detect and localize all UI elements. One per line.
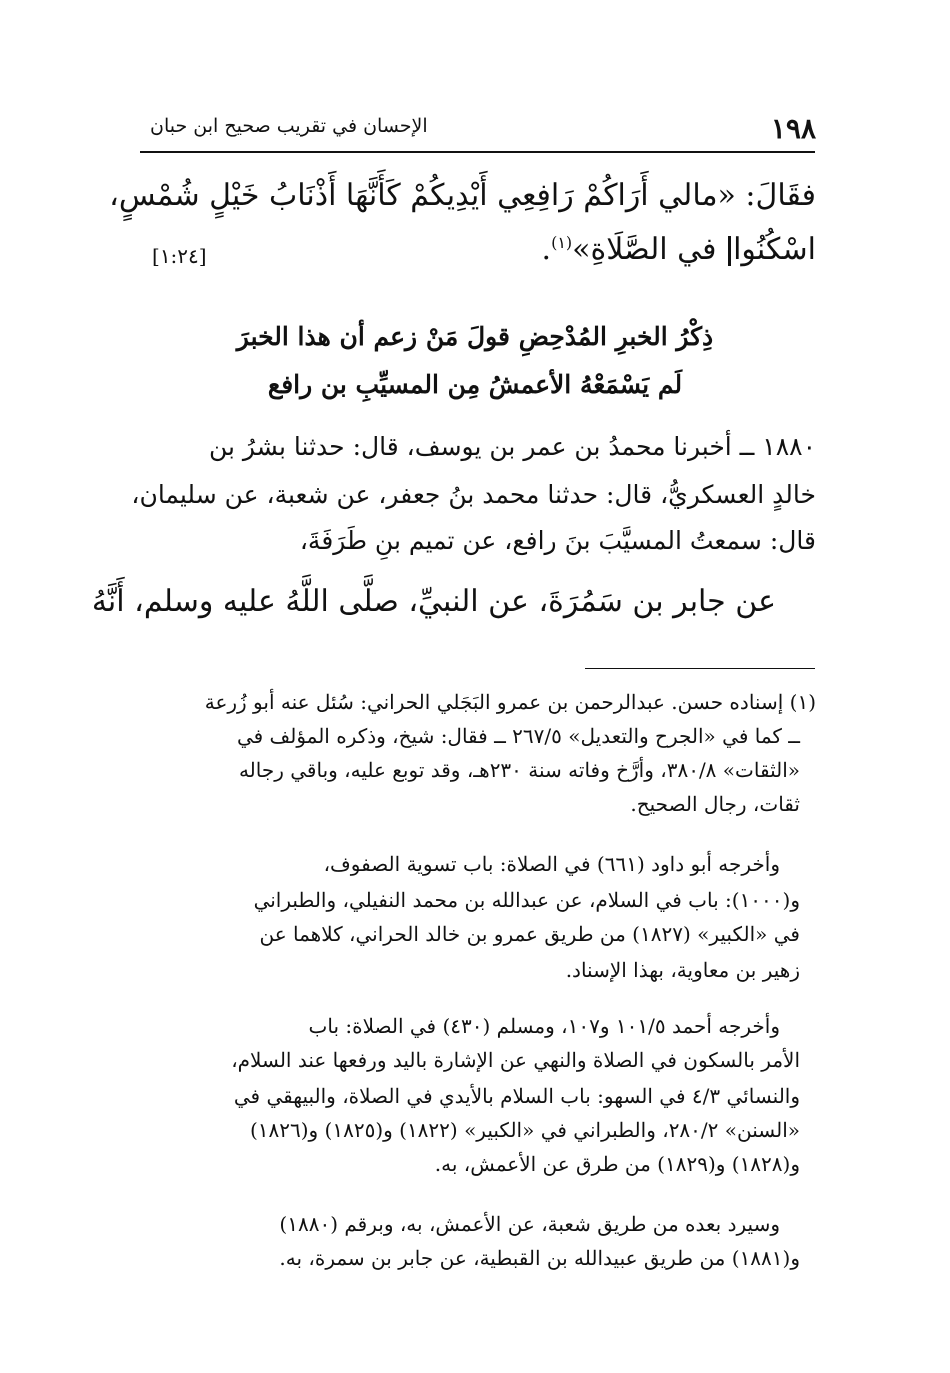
header-divider [140, 151, 815, 153]
hadith-line-3: قال: سمعتُ المسيَّبَ بنَ رافع، عن تميم بنِ طَرَفَةَ، [299, 526, 816, 555]
body-line-2-end: . [541, 232, 552, 267]
footnote-2-line-3: في «الكبير» (١٨٢٧) من طريق عمرو بن خالد الحراني، كلاهما عن [259, 922, 800, 946]
footnote-3-line-5: و(١٨٢٨) و(١٨٢٩) من طرق عن الأعمش، به. [434, 1152, 800, 1176]
reference-tag: [١:٢٤] [152, 244, 207, 268]
footnote-3-line-4: «السنن» ٢٨٠/٢، والطبراني في «الكبير» (١٨٢٢) و(١٨٢٥) و(١٨٢٦) [249, 1118, 800, 1142]
footnote-2-line-4: زهير بن معاوية، بهذا الإسناد. [565, 958, 800, 982]
hadith-line-1: ١٨٨٠ ــ أخبرنا محمدُ بن عمر بن يوسف، قال: حدثنا بشرُ بن [208, 432, 816, 461]
footnote-1-line-4: ثقات، رجال الصحيح. [630, 792, 800, 816]
hadith-line-4: عن جابر بن سَمُرَةَ، عن النبيِّ، صلَّى اللَّهُ عليه وسلم، أَنَّهُ [91, 584, 776, 619]
body-line-1: فقَالَ: «مالي أَرَاكُمْ رَافِعِي أَيْدِيكُمْ كَأَنَّهَا أَذْنَابُ خَيْلٍ شُمْسٍ، [109, 178, 816, 213]
footnote-1-line-1: (١) إسناده حسن. عبدالرحمن بن عمرو البَجَلي الحراني: سُئل عنه أبو زُرعة [204, 690, 816, 714]
body-line-2 [542, 232, 816, 267]
footnote-3-line-3: والنسائي ٤/٣ في السهو: باب السلام بالأيدي في الصلاة، والبيهقي في [233, 1084, 800, 1108]
footnote-2-line-1: وأخرجه أبو داود (٦٦١) في الصلاة: باب تسوية الصفوف، [323, 852, 780, 876]
hadith-line-2: خالدٍ العسكريُّ، قال: حدثنا محمد بنُ جعفر، عن شعبة، عن سليمان، [131, 480, 816, 509]
tatweel-mark [728, 236, 731, 266]
section-heading-line-1: ذِكْرُ الخبرِ المُدْحِضِ قولَ مَنْ زعم أن هذا الخبرَ [236, 322, 714, 351]
footnote-3-line-2: الأمر بالسكون في الصلاة والنهي عن الإشارة باليد ورفعها عند السلام، [231, 1048, 800, 1072]
body-line-2-b: في الصَّلَاةِ» [572, 232, 717, 267]
footnote-marker: (١) [551, 233, 573, 252]
footnote-4-line-2: و(١٨٨١) من طريق عبيدالله بن القبطية، عن جابر بن سمرة، به. [279, 1246, 800, 1270]
body-line-2-a: اسْكُنُوا [733, 232, 816, 267]
section-heading-line-2: لَم يَسْمَعْهُ الأعمشُ مِن المسيِّبِ بن رافع [267, 370, 683, 399]
footnote-4-line-1: وسيرد بعده من طريق شعبة، عن الأعمش، به، وبرقم (١٨٨٠) [279, 1212, 780, 1236]
footnote-2-line-2: و(١٠٠٠): باب في السلام، عن عبدالله بن محمد النفيلي، والطبراني [253, 888, 800, 912]
footnote-3-line-1: وأخرجه أحمد ١٠١/٥ و١٠٧، ومسلم (٤٣٠) في الصلاة: باب [308, 1014, 780, 1038]
footnote-separator [585, 668, 815, 669]
running-title: الإحسان في تقريب صحيح ابن حبان [150, 115, 428, 137]
footnote-1-line-2: ــ كما في «الجرح والتعديل» ٢٦٧/٥ ــ فقال: شيخ، وذكره المؤلف في [236, 724, 800, 748]
footnote-1-line-3: «الثقات» ٣٨٠/٨، وأرَّخ وفاته سنة ٢٣٠هـ، وقد توبع عليه، وباقي رجاله [238, 758, 800, 782]
page-number: ١٩٨ [770, 112, 816, 145]
